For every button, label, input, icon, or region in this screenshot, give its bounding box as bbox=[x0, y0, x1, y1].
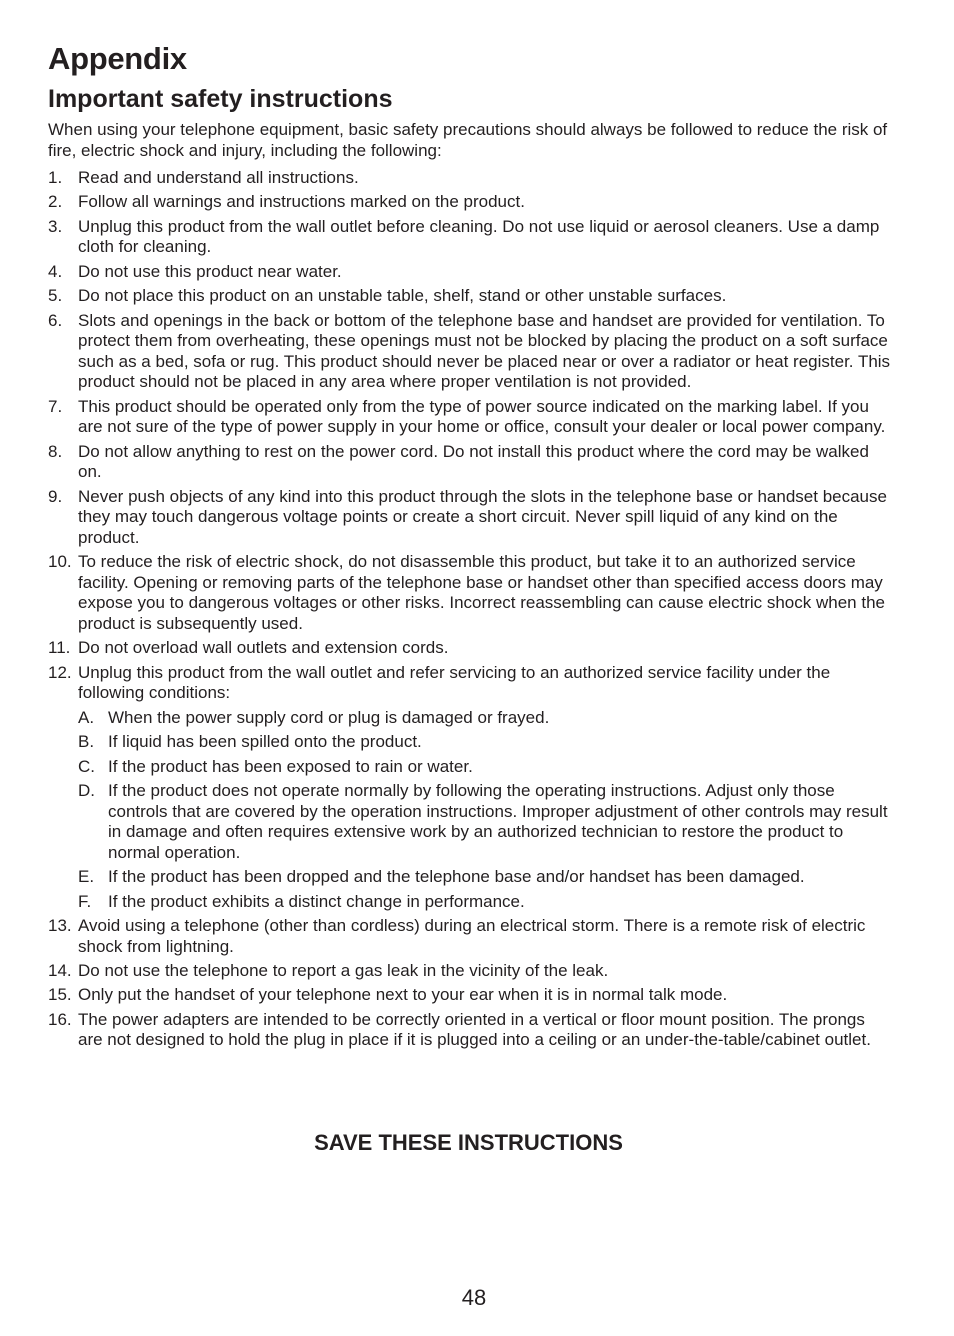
list-item bbox=[48, 487, 893, 549]
item-number: 8. bbox=[48, 441, 63, 461]
sub-item-text: If the product exhibits a distinct change in performance. bbox=[108, 891, 525, 911]
sub-item-text: If the product has been exposed to rain or water. bbox=[108, 756, 473, 776]
item-number: 9. bbox=[48, 486, 63, 506]
list-item bbox=[48, 663, 893, 912]
item-text: The power adapters are intended to be correctly oriented in a vertical or floor mount position. The prongs are not designed to hold the plug in place if it is plugged into a ceiling or an under-the-table/cabinet outlet. bbox=[78, 1009, 871, 1050]
sublist-item bbox=[78, 867, 893, 888]
list-item bbox=[48, 397, 893, 438]
sub-item-letter: D. bbox=[78, 780, 95, 800]
item-number: 7. bbox=[48, 396, 63, 416]
sub-item-letter: E. bbox=[78, 867, 95, 887]
save-instructions-heading: SAVE THESE INSTRUCTIONS bbox=[314, 1130, 623, 1155]
section-title: Important safety instructions bbox=[48, 85, 393, 113]
item-text: Do not use the telephone to report a gas leak in the vicinity of the leak. bbox=[78, 960, 609, 980]
sub-item-letter: A. bbox=[78, 707, 95, 727]
list-item bbox=[48, 1010, 893, 1051]
list-item bbox=[48, 217, 893, 258]
item-number: 15. bbox=[48, 985, 72, 1005]
list-item bbox=[48, 192, 893, 213]
item-text: Do not overload wall outlets and extension cords. bbox=[78, 638, 449, 658]
item-number: 3. bbox=[48, 216, 63, 236]
list-item bbox=[48, 961, 893, 982]
sub-item-letter: B. bbox=[78, 732, 95, 752]
sub-item-letter: F. bbox=[78, 891, 92, 911]
item-text: To reduce the risk of electric shock, do not disassemble this product, but take it to an authorized service facility. Opening or removing parts of the telephone base or handset other than specified access doors may expose you to dangerous voltages or other risks. Incorrect reassembling can cause electric shock when the product is subsequently used. bbox=[78, 552, 885, 634]
item-text: Avoid using a telephone (other than cordless) during an electrical storm. There is a remote risk of electric shock from lightning. bbox=[78, 915, 866, 956]
conditions-sublist bbox=[78, 708, 893, 912]
page-title: Appendix bbox=[48, 41, 187, 76]
sublist-item bbox=[78, 732, 893, 753]
list-item bbox=[48, 552, 893, 634]
item-text: Do not place this product on an unstable table, shelf, stand or other unstable surfaces. bbox=[78, 286, 727, 306]
item-number: 10. bbox=[48, 552, 72, 572]
item-text: This product should be operated only from the type of power source indicated on the marking label. If you are not sure of the type of power supply in your home or office, consult your dealer or local power company. bbox=[78, 396, 886, 437]
sublist-item bbox=[78, 757, 893, 778]
item-number: 4. bbox=[48, 261, 63, 281]
safety-instructions-list bbox=[48, 168, 893, 1051]
sub-item-text: When the power supply cord or plug is damaged or frayed. bbox=[108, 707, 550, 727]
item-number: 11. bbox=[48, 638, 71, 658]
item-text: Unplug this product from the wall outlet before cleaning. Do not use liquid or aerosol cleaners. Use a damp cloth for cleaning. bbox=[78, 216, 880, 257]
item-text: Only put the handset of your telephone next to your ear when it is in normal talk mode. bbox=[78, 985, 728, 1005]
document-page bbox=[48, 40, 893, 1055]
item-number: 6. bbox=[48, 310, 63, 330]
item-text: Read and understand all instructions. bbox=[78, 168, 359, 187]
item-text: Do not allow anything to rest on the power cord. Do not install this product where the cord may be walked on. bbox=[78, 441, 869, 482]
item-text: Do not use this product near water. bbox=[78, 261, 342, 281]
item-number: 2. bbox=[48, 192, 63, 212]
item-number: 5. bbox=[48, 286, 63, 306]
sub-item-text: If liquid has been spilled onto the product. bbox=[108, 732, 422, 752]
item-number: 14. bbox=[48, 960, 72, 980]
sub-item-text: If the product does not operate normally by following the operating instructions. Adjust only those controls that are covered by the operation instructions. Improper adjustment of other controls may result in damage and often requires extensive work by an authorized technician to restore the product to normal operation. bbox=[108, 780, 888, 862]
sub-item-text: If the product has been dropped and the telephone base and/or handset has been damaged. bbox=[108, 867, 805, 887]
list-item bbox=[48, 262, 893, 283]
list-item bbox=[48, 985, 893, 1006]
list-item bbox=[48, 286, 893, 307]
list-item bbox=[48, 442, 893, 483]
intro-paragraph: When using your telephone equipment, basic safety precautions should always be followed to reduce the risk of fire, electric shock and injury, including the following: bbox=[48, 120, 888, 160]
item-number: 1. bbox=[48, 168, 63, 187]
item-text: Unplug this product from the wall outlet and refer servicing to an authorized service facility under the following conditions: bbox=[78, 662, 831, 703]
sublist-item bbox=[78, 781, 893, 863]
list-item bbox=[48, 916, 893, 957]
item-number: 16. bbox=[48, 1009, 72, 1029]
item-number: 13. bbox=[48, 915, 72, 935]
sublist-item bbox=[78, 892, 893, 913]
list-item bbox=[48, 638, 893, 659]
item-text: Never push objects of any kind into this product through the slots in the telephone base or handset because they may touch dangerous voltage points or create a short circuit. Never spill liquid of any kind on the product. bbox=[78, 486, 887, 547]
sublist-item bbox=[78, 708, 893, 729]
item-text: Follow all warnings and instructions marked on the product. bbox=[78, 192, 525, 212]
item-text: Slots and openings in the back or bottom of the telephone base and handset are provided for ventilation. To protect them from overheating, these openings must not be blocked by placing the product on a soft surface such as a bed, sofa or rug. This product should never be placed near or over a radiator or heat register. This product should not be placed in any area where proper ventilation is not provided. bbox=[78, 310, 891, 392]
page-number: 48 bbox=[461, 1285, 487, 1310]
list-item bbox=[48, 311, 893, 393]
sub-item-letter: C. bbox=[78, 756, 95, 776]
list-item bbox=[48, 168, 893, 189]
item-number: 12. bbox=[48, 662, 72, 682]
